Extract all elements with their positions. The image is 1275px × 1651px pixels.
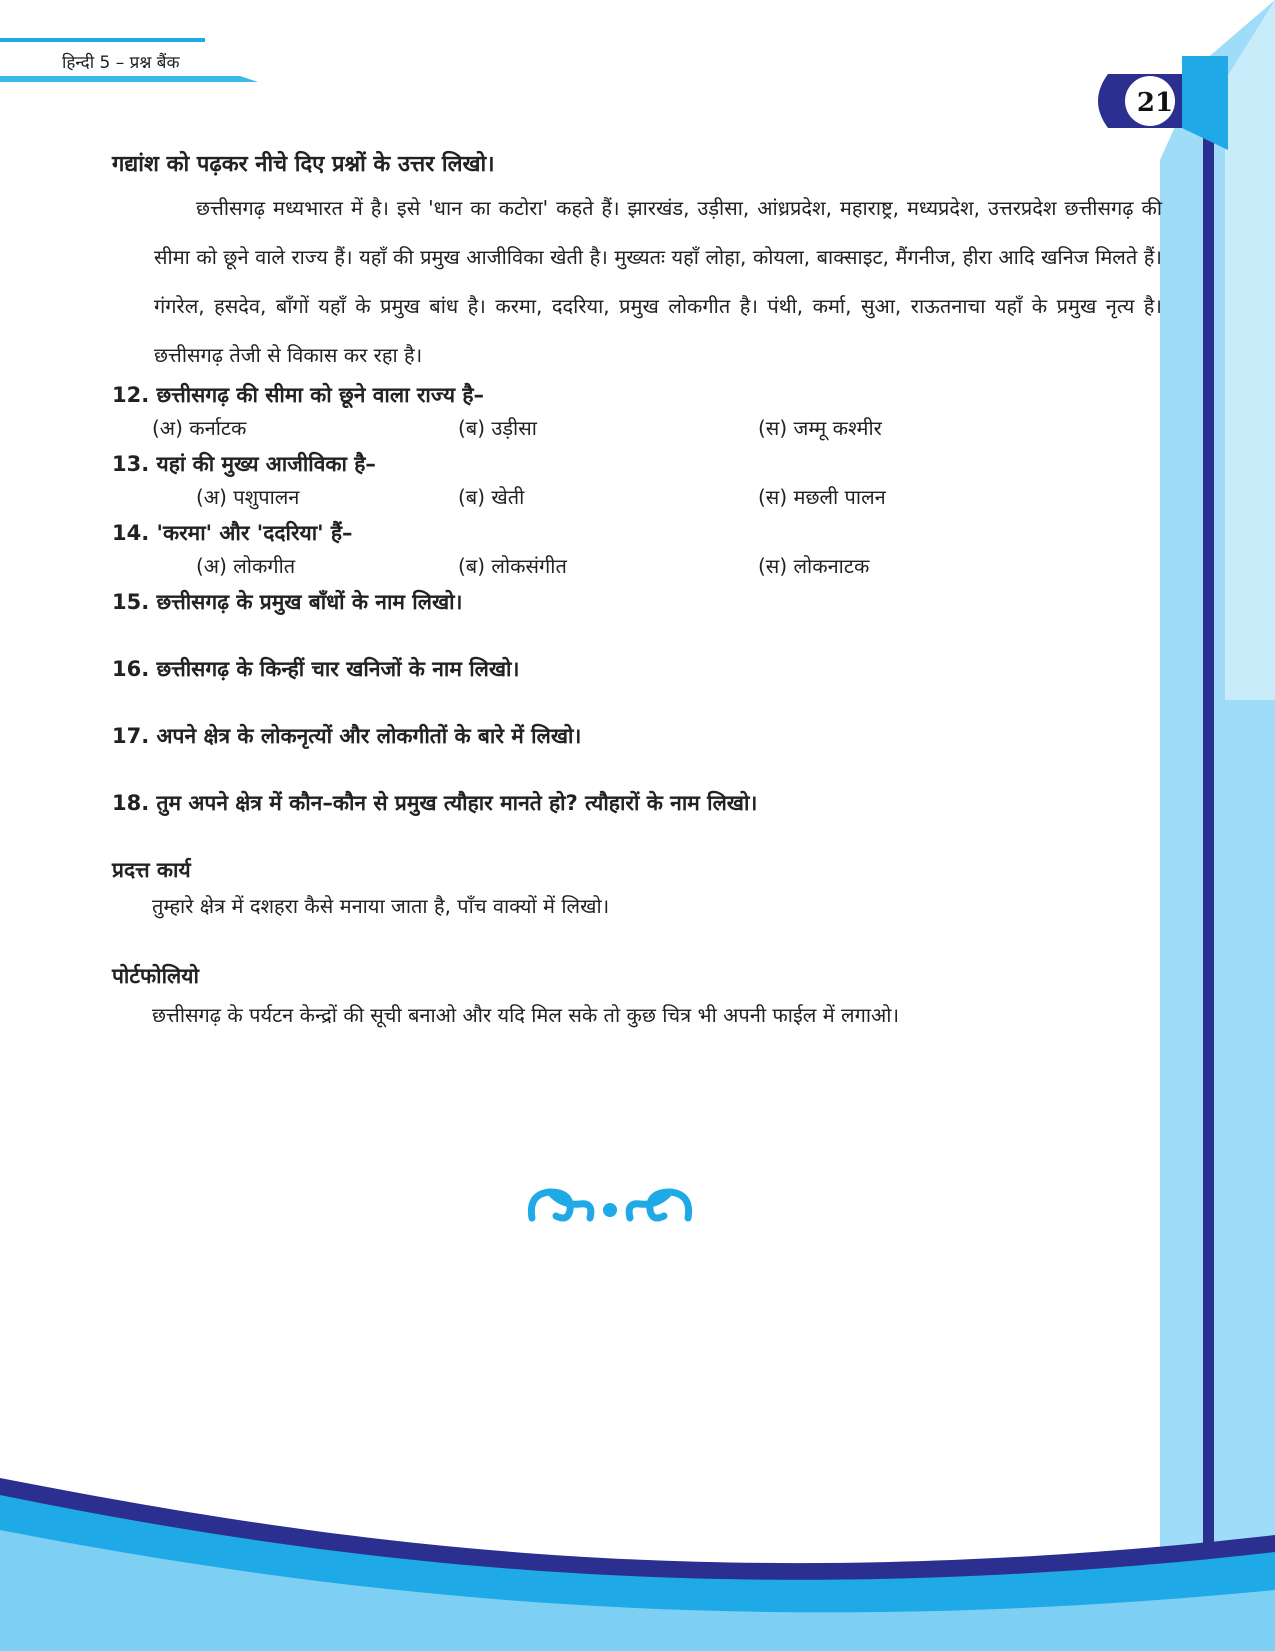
option-c: (स) लोकनाटक bbox=[758, 554, 870, 578]
right-panel-shade bbox=[1225, 0, 1275, 700]
page-content bbox=[112, 150, 1162, 1035]
ornament-divider-icon bbox=[520, 1180, 700, 1230]
book-title: हिन्दी 5 – प्रश्न बैंक bbox=[62, 53, 180, 73]
option-a: (अ) कर्नाटक bbox=[152, 416, 247, 440]
assignment-text: तुम्हारे क्षेत्र में दशहरा कैसे मनाया जाता है, पाँच वाक्यों में लिखो। bbox=[152, 894, 610, 918]
options-12 bbox=[152, 411, 1162, 445]
option-b: (ब) उड़ीसा bbox=[458, 416, 537, 440]
header-strip-bottom bbox=[0, 76, 258, 82]
option-a: (अ) लोकगीत bbox=[196, 554, 296, 578]
portfolio-text: छत्तीसगढ़ के पर्यटन केन्द्रों की सूची बनाओ और यदि मिल सके तो कुछ चित्र भी अपनी फाईल में लगाओ। bbox=[152, 1003, 900, 1027]
options-14 bbox=[196, 549, 1162, 583]
assignment-title: प्रदत्त कार्य bbox=[112, 858, 191, 882]
question-14: 14. 'करमा' और 'ददरिया' हैं– bbox=[112, 521, 353, 545]
page-number: 21 bbox=[1136, 88, 1174, 118]
passage-heading: गद्यांश को पढ़कर नीचे दिए प्रश्नों के उत्तर लिखो। bbox=[112, 152, 495, 177]
option-b: (ब) खेती bbox=[458, 485, 525, 509]
options-13 bbox=[196, 480, 1162, 514]
option-a: (अ) पशुपालन bbox=[196, 485, 300, 509]
right-panel-navy-bar bbox=[1203, 58, 1214, 1651]
passage-text: छत्तीसगढ़ मध्यभारत में है। इसे 'धान का कटोरा' कहते हैं। झारखंड, उड़ीसा, आंध्रप्रदेश, महाराष्ट्र, मध्यप्रदेश, उत्तरप्रदेश छत्तीसगढ़ की सीमा को छूने वाले राज्य हैं। यहाँ की प्रमुख आजीविका खेती है। मुख्यतः यहाँ लोहा, कोयला, बाक्साइट, मैंगनीज, हीरा आदि खनिज मिलते हैं। गंगरेल, हसदेव, बाँगों यहाँ के प्रमुख बांध है। करमा, ददरिया, प्रमुख लोकगीत है। पंथी, कर्मा, सुआ, राऊतनाचा यहाँ के प्रमुख नृत्य है। छत्तीसगढ़ तेजी से विकास कर रहा है। bbox=[154, 196, 1162, 367]
question-16: 16. छत्तीसगढ़ के किन्हीं चार खनिजों के नाम लिखो। bbox=[112, 657, 520, 681]
question-12: 12. छत्तीसगढ़ की सीमा को छूने वाला राज्य है– bbox=[112, 383, 485, 407]
question-18: 18. तुम अपने क्षेत्र में कौन–कौन से प्रमुख त्यौहार मानते हो? त्यौहारों के नाम लिखो। bbox=[112, 791, 758, 815]
question-13: 13. यहां की मुख्य आजीविका है– bbox=[112, 452, 376, 476]
option-c: (स) जम्मू कश्मीर bbox=[758, 416, 882, 440]
question-15: 15. छत्तीसगढ़ के प्रमुख बाँधों के नाम लिखो। bbox=[112, 590, 463, 614]
option-b: (ब) लोकसंगीत bbox=[458, 554, 567, 578]
option-c: (स) मछली पालन bbox=[758, 485, 886, 509]
question-17: 17. अपने क्षेत्र के लोकनृत्यों और लोकगीतों के बारे में लिखो। bbox=[112, 724, 582, 748]
header-strip-line bbox=[0, 38, 205, 42]
portfolio-title: पोर्टफोलियो bbox=[112, 964, 199, 988]
